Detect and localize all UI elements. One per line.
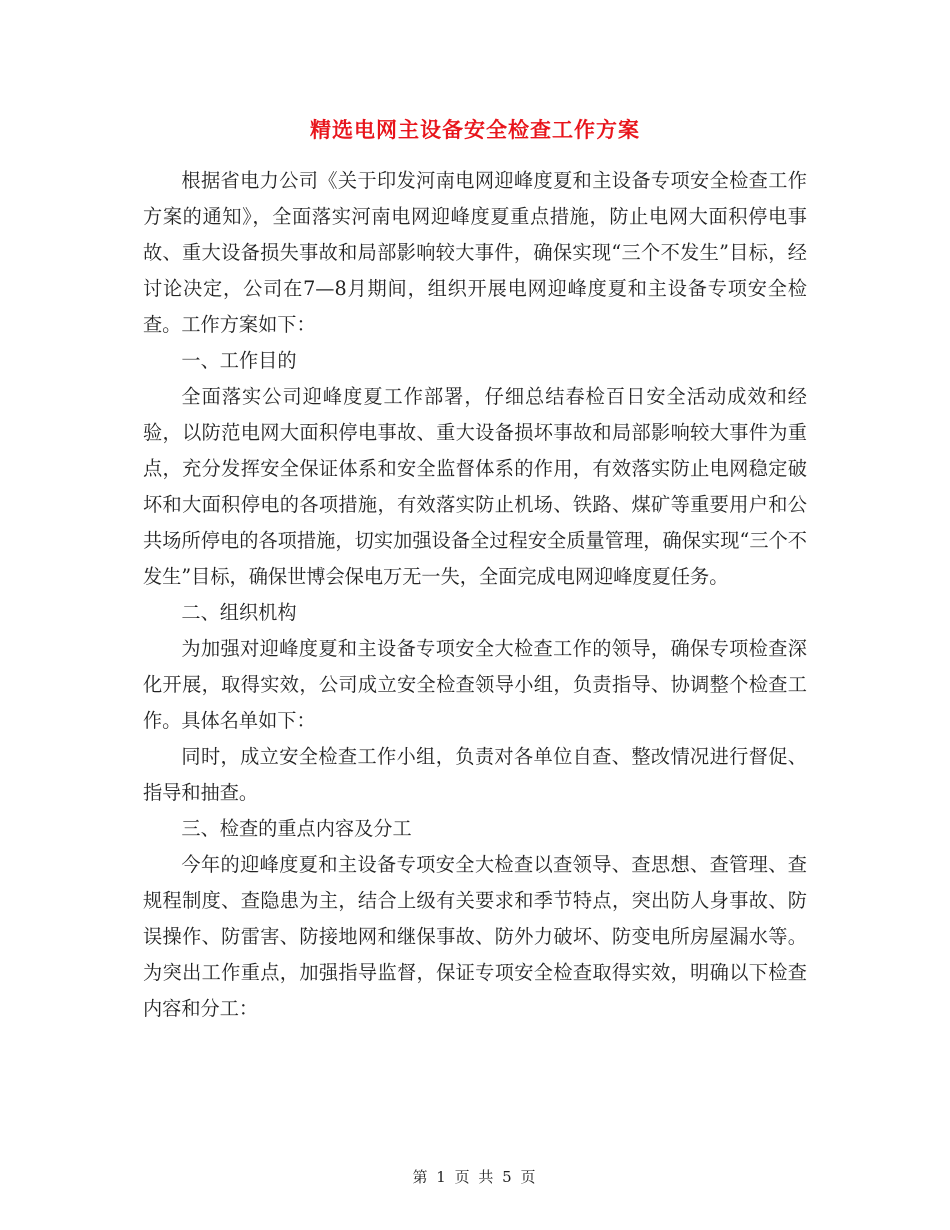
inspection-paragraph: 今年的迎峰度夏和主设备专项安全大检查以查领导、查思想、查管理、查规程制度、查隐患为主，结合上级有关要求和季节特点，突出防人身事故、防误操作、防雷害、防接地网和继保事故、防外力破坏、防变电所房屋漏水等。为突出工作重点，加强指导监督，保证专项安全检查取得实效，明确以下检查内容和分工： — [143, 853, 807, 1020]
organization-paragraph: 为加强对迎峰度夏和主设备专项安全大检查工作的领导，确保专项检查深化开展，取得实效，公司成立安全检查领导小组，负责指导、协调整个检查工作。具体名单如下： — [143, 637, 807, 732]
working-group-paragraph: 同时，成立安全检查工作小组，负责对各单位自查、整改情况进行督促、指导和抽查。 — [143, 745, 807, 804]
intro-paragraph: 根据省电力公司《关于印发河南电网迎峰度夏和主设备专项安全检查工作方案的通知》，全面落实河南电网迎峰度夏重点措施，防止电网大面积停电事故、重大设备损失事故和局部影响较大事件，确保实现“三个不发生”目标，经讨论决定，公司在7—8月期间，组织开展电网迎峰度夏和主设备专项安全检查。工作方案如下： — [143, 169, 807, 336]
section-heading-organization: 二、组织机构 — [181, 601, 297, 624]
document-title: 精选电网主设备安全检查工作方案 — [310, 117, 640, 142]
page-number-footer: 第 1 页 共 5 页 — [412, 1168, 538, 1186]
section-heading-inspection: 三、检查的重点内容及分工 — [181, 817, 412, 840]
purpose-paragraph: 全面落实公司迎峰度夏工作部署，仔细总结春检百日安全活动成效和经验，以防范电网大面积停电事故、重大设备损坏事故和局部影响较大事件为重点，充分发挥安全保证体系和安全监督体系的作用，有效落实防止电网稳定破坏和大面积停电的各项措施，有效落实防止机场、铁路、煤矿等重要用户和公共场所停电的各项措施，切实加强设备全过程安全质量管理，确保实现“三个不发生”目标，确保世博会保电万无一失，全面完成电网迎峰度夏任务。 — [143, 385, 807, 588]
document-body — [143, 163, 807, 1027]
section-heading-purpose: 一、工作目的 — [181, 349, 297, 372]
